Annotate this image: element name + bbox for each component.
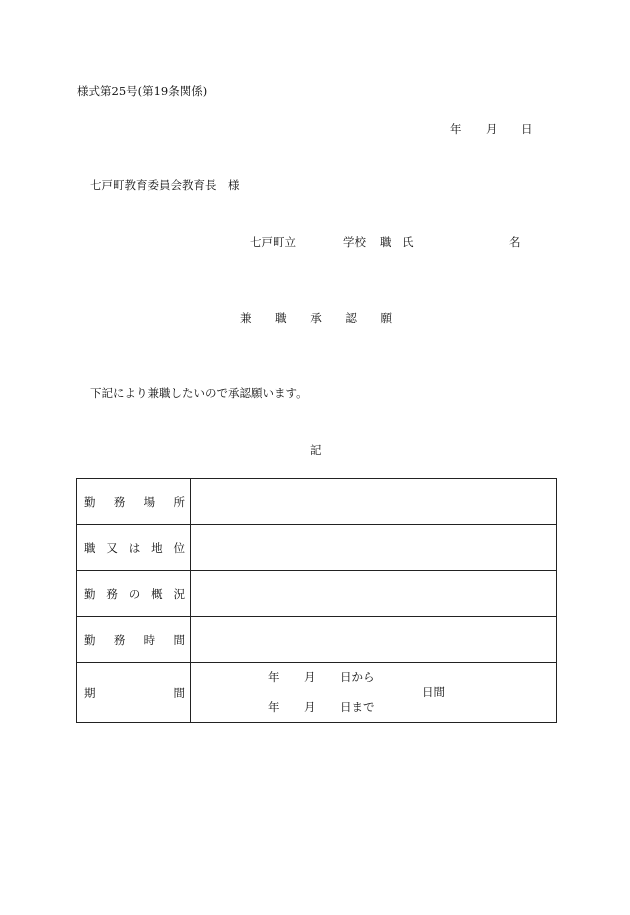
document-title <box>240 313 392 325</box>
title-char: 願 <box>380 311 392 325</box>
name-label-2: 名 <box>509 235 521 249</box>
date-year-label: 年 <box>450 122 462 136</box>
title-char: 職 <box>275 311 287 325</box>
period-from-year: 年 <box>268 670 280 684</box>
school-prefix: 七戸町立 <box>250 235 296 249</box>
period-to-day: 日まで <box>340 700 375 714</box>
period-field[interactable] <box>191 663 557 723</box>
label-char: 間 <box>173 685 185 700</box>
label-char: 職 <box>84 540 96 555</box>
label-char: 務 <box>113 632 126 647</box>
workplace-field[interactable] <box>191 479 557 525</box>
label-period <box>84 685 185 701</box>
application-table <box>76 478 557 723</box>
label-char: 概 <box>151 586 163 601</box>
label-char: 地 <box>151 540 163 555</box>
label-char: の <box>128 586 141 601</box>
position-field[interactable] <box>191 525 557 571</box>
label-char: 勤 <box>84 586 96 601</box>
label-char: 勤 <box>84 494 96 509</box>
hours-field[interactable] <box>191 617 557 663</box>
period-from-day: 日から <box>340 670 375 684</box>
label-char: は <box>128 540 141 555</box>
table-row-position <box>77 525 557 571</box>
title-char: 承 <box>310 311 322 325</box>
label-hours <box>84 632 185 648</box>
table-row-hours <box>77 617 557 663</box>
date-month-label: 月 <box>486 122 498 136</box>
label-cell <box>77 479 191 525</box>
period-days: 日間 <box>422 685 445 699</box>
ki-heading: 記 <box>310 443 322 457</box>
label-overview <box>84 586 185 602</box>
date-day-label: 日 <box>521 122 533 136</box>
title-char: 認 <box>345 311 357 325</box>
label-char: 務 <box>113 494 126 509</box>
intro-text: 下記により兼職したいので承認願います。 <box>90 386 308 400</box>
table-row-period <box>77 663 557 723</box>
table-row-workplace <box>77 479 557 525</box>
label-cell <box>77 663 191 723</box>
name-label-1: 氏 <box>402 235 414 249</box>
period-to-year: 年 <box>268 700 280 714</box>
position-label: 職 <box>380 235 392 249</box>
label-workplace <box>84 494 185 510</box>
label-char: 間 <box>173 632 185 647</box>
table-row-overview <box>77 571 557 617</box>
overview-field[interactable] <box>191 571 557 617</box>
label-char: 又 <box>106 540 118 555</box>
period-to-month: 月 <box>304 700 316 714</box>
label-char: 勤 <box>84 632 96 647</box>
label-char: 時 <box>143 632 156 647</box>
label-cell <box>77 571 191 617</box>
label-position <box>84 540 185 556</box>
addressee: 七戸町教育委員会教育長 様 <box>90 178 240 192</box>
label-char: 務 <box>106 586 118 601</box>
label-char: 位 <box>173 540 185 555</box>
form-number: 様式第25号(第19条関係) <box>77 84 208 98</box>
label-char: 所 <box>173 494 185 509</box>
label-cell <box>77 525 191 571</box>
label-cell <box>77 617 191 663</box>
title-char: 兼 <box>240 311 252 325</box>
label-char: 場 <box>143 494 156 509</box>
school-suffix: 学校 <box>343 235 366 249</box>
label-char: 況 <box>173 586 185 601</box>
label-char: 期 <box>84 685 96 700</box>
period-from-month: 月 <box>304 670 316 684</box>
